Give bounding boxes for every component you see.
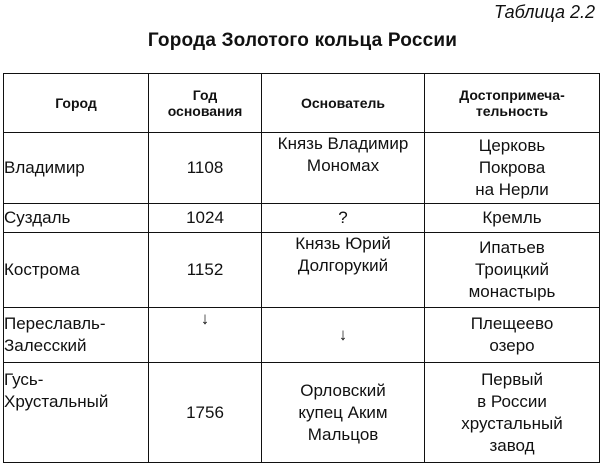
table-row [4,204,600,233]
cell-founder: Князь Владимир Мономах [262,133,425,204]
cell-landmark: Первый в России хрустальный завод [425,363,600,463]
cell-city: Переславль- Залесский [4,308,149,363]
table-row [4,363,600,463]
cell-year: 1152 [149,233,262,308]
cell-landmark: Церковь Покрова на Нерли [425,133,600,204]
down-arrow-icon: ↓ [262,308,425,363]
cell-city: Кострома [4,233,149,308]
cell-landmark: Плещеево озеро [425,308,600,363]
cell-city: Владимир [4,133,149,204]
table-row [4,308,600,363]
cell-landmark: Кремль [425,204,600,233]
header-year: Год основания [149,74,262,133]
cell-year: 1024 [149,204,262,233]
cell-year: 1108 [149,133,262,204]
cell-year: 1756 [149,363,262,463]
cell-landmark: Ипатьев Троицкий монастырь [425,233,600,308]
cell-founder: Князь Юрий Долгорукий [262,233,425,308]
table-number-label: Таблица 2.2 [493,2,595,22]
table-header-row [4,74,600,133]
cell-city: Гусь- Хрустальный [4,363,149,463]
cell-city: Суздаль [4,204,149,233]
header-city: Город [4,74,149,133]
header-founder: Основатель [262,74,425,133]
down-arrow-icon: ↓ [149,308,262,363]
table-row [4,133,600,204]
table-row [4,233,600,308]
cell-founder: Орловский купец Аким Мальцов [262,363,425,463]
table-title: Города Золотого кольца России [147,30,458,51]
golden-ring-table [3,73,600,463]
header-landmark: Достопримеча- тельность [425,74,600,133]
cell-founder: ? [262,204,425,233]
